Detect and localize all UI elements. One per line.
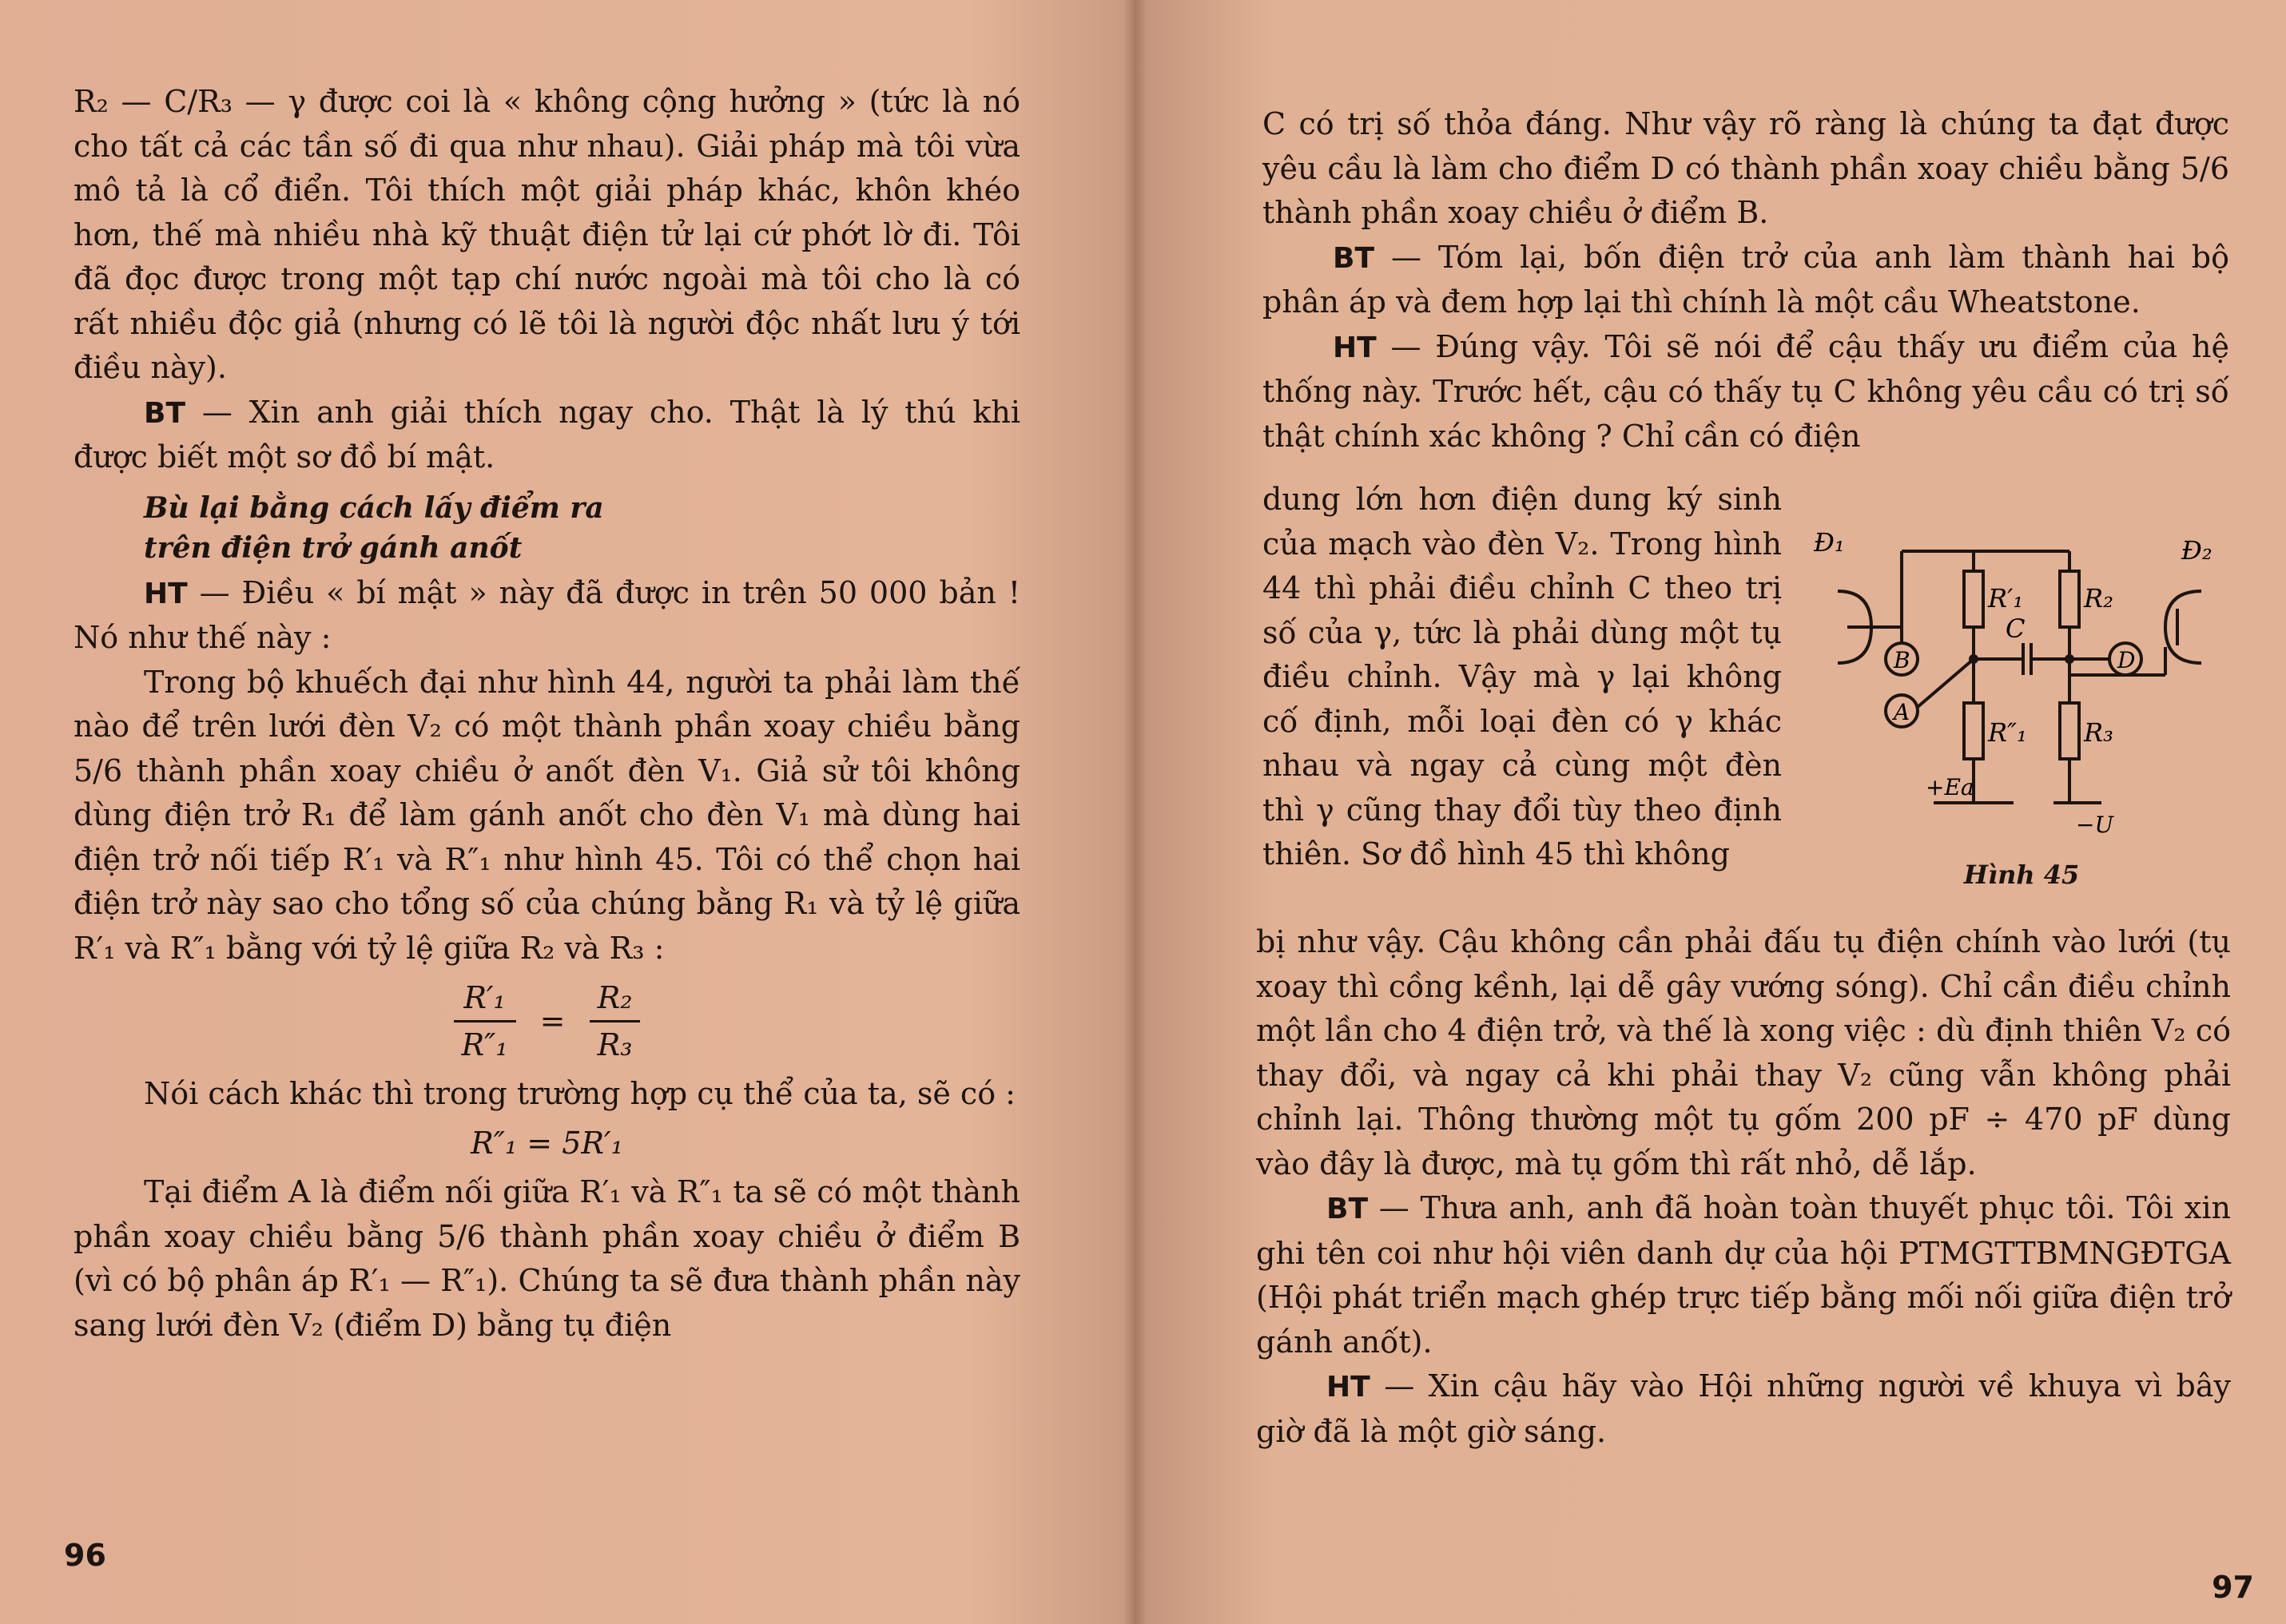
paragraph-3-text: — Đúng vậy. Tôi sẽ nói để cậu thấy ưu điểm của hệ thống này. Trước hết, cậu có thấy tụ C không yêu cầu có trị số thật chính xác không ? Chỉ cần có điện (1262, 328, 2229, 454)
paragraph-2 (1262, 236, 2229, 325)
paragraph-5 (1256, 1364, 2231, 1454)
section-heading (144, 488, 1020, 568)
paragraph-3-text: — Điều « bí mật » này đã được in trên 50 000 bản ! Nó như thế này : (74, 574, 1020, 655)
capacitor-label: C (2006, 613, 2026, 644)
speaker-label: HT (1333, 331, 1377, 364)
supply-label: +Ea (1926, 774, 1974, 800)
denominator: R₃ (597, 1027, 633, 1062)
paragraph-2 (74, 391, 1020, 480)
resistor-r1-prime (1964, 571, 1983, 627)
paragraph-3-end: bị như vậy. Cậu không cần phải đấu tụ điện chính vào lưới (tụ xoay thì cồng kềnh, lại dễ gây vướng sóng). Chỉ cần điều chỉnh một lần cho 4 điện trở, và thế là xong việc : dù định thiên V₂ có thay đổi, và ngay cả khi phải thay V₂ cũng vẫn không phải chỉnh lại. Thông thường một tụ gốm 200 pF ÷ 470 pF dùng vào đây là được, mà tụ gốm thì rất nhỏ, dễ lắp. (1256, 924, 2231, 1181)
circuit-diagram (1814, 519, 2229, 855)
paragraph-3-wrap: dung lớn hơn điện dung ký sinh của mạch vào đèn V₂. Trong hình 44 thì phải điều chỉnh C theo trị số của γ, tức là phải dùng một tụ điều chỉnh. Vậy mà γ lại không cố định, mỗi loại đèn có γ khác nhau và ngay cả cùng một đèn thì γ cũng thay đổi tùy theo định thiên. Sơ đồ hình 45 thì không (1262, 482, 1782, 872)
r3-label: R₃ (2084, 717, 2113, 748)
paragraph-4-text: — Thưa anh, anh đã hoàn toàn thuyết phục tôi. Tôi xin ghi tên coi như hội viên danh dự của hội PTMGTTBMNGĐTGA (Hội phát triển mạch ghép trực tiếp bằng mối nối giữa điện trở gánh anốt). (1256, 1190, 2231, 1360)
paragraph-1: R₂ — C/R₃ — γ được coi là « không cộng hưởng » (tức là nó cho tất cả các tần số đi qua như nhau). Giải pháp mà tôi vừa mô tả là cổ điển. Tôi thích một giải pháp khác, khôn khéo hơn, thế mà nhiều nhà kỹ thuật điện tử lại cứ phớt lờ đi. Tôi đã đọc được trong một tạp chí nước ngoài mà tôi cho là có rất nhiều độc giả (nhưng có lẽ tôi là người độc nhất lưu ý tới điều này). (74, 84, 1020, 385)
figure-caption: Hình 45 (1963, 860, 2080, 890)
section-heading-line-1: Bù lại bằng cách lấy điểm ra (144, 490, 604, 525)
point-b-label: B (1894, 647, 1910, 673)
paragraph-4: Trong bộ khuếch đại như hình 44, người ta phải làm thế nào để trên lưới đèn V₂ có một thành phần xoay chiều bằng 5/6 thành phần xoay chiều ở anốt đèn V₁. Giả sử tôi không dùng điện trở R₁ để làm gánh anốt cho đèn V₁ mà dùng hai điện trở nối tiếp R′₁ và R″₁ như hình 45. Tôi có thể chọn hai điện trở này sao cho tổng số của chúng bằng R₁ và tỷ lệ giữa R′₁ và R″₁ bằng với tỷ lệ giữa R₂ và R₃ : (74, 664, 1020, 966)
tube-2-arc (2165, 591, 2201, 663)
right-page (1135, 0, 2286, 1624)
paragraph-2-text: — Xin anh giải thích ngay cho. Thật là lý thú khi được biết một sơ đồ bí mật. (74, 394, 1020, 474)
paragraph-2-text: — Tóm lại, bốn điện trở của anh làm thành hai bộ phân áp và đem hợp lại thì chính là một cầu Wheatstone. (1262, 239, 2229, 320)
numerator: R′₁ (454, 975, 516, 1022)
page-number: 96 (64, 1538, 106, 1573)
r1-prime-label: R′₁ (1988, 583, 2024, 613)
speaker-label: BT (1326, 1193, 1368, 1225)
equals-sign: = (539, 1003, 566, 1038)
paragraph-5-text: — Xin cậu hãy vào Hội những người về khuya vì bây giờ đã là một giờ sáng. (1256, 1368, 2231, 1449)
page-number: 97 (2212, 1570, 2254, 1605)
point-d-label: D (2117, 647, 2136, 673)
tube-2-label: Đ₂ (2181, 535, 2212, 566)
r2-label: R₂ (2084, 583, 2113, 613)
speaker-label: BT (1333, 241, 1374, 275)
paragraph-6: Tại điểm A là điểm nối giữa R′₁ và R″₁ ta sẽ có một thành phần xoay chiều bằng 5/6 thành phần xoay chiều ở điểm B (vì có bộ phân áp R′₁ — R″₁). Chúng ta sẽ đưa thành phần này sang lưới đèn V₂ (điểm D) bằng tụ điện (74, 1174, 1020, 1343)
circuit-figure (1814, 519, 2229, 890)
paragraph-3-start (1262, 325, 2229, 459)
r1-double-prime-label: R″₁ (1988, 717, 2027, 748)
right-column-bottom (1256, 920, 2231, 1454)
section-heading-line-2: trên điện trở gánh anốt (144, 530, 523, 565)
paragraph-4 (1256, 1186, 2231, 1364)
denominator: R″₁ (461, 1027, 508, 1062)
paragraph-1: C có trị số thỏa đáng. Như vậy rõ ràng là chúng ta đạt được yêu cầu là làm cho điểm D có thành phần xoay chiều bằng 5/6 thành phần xoay chiều ở điểm B. (1262, 106, 2229, 230)
speaker-label: HT (144, 577, 188, 610)
paragraph-3 (74, 571, 1020, 661)
fraction-right (590, 975, 641, 1067)
speaker-label: HT (1326, 1371, 1370, 1404)
right-column-top (1262, 102, 2229, 459)
equation-formula: R″₁ = 5R′₁ (471, 1125, 623, 1161)
ratio-formula (74, 975, 1020, 1067)
left-column (74, 80, 1020, 1348)
book-gutter (1123, 0, 1147, 1624)
fraction-left (454, 975, 516, 1067)
left-page (0, 0, 1135, 1624)
numerator: R₂ (590, 975, 641, 1022)
resistor-r2 (2060, 571, 2079, 627)
resistor-r3 (2060, 703, 2079, 759)
tube-1-label: Đ₁ (1814, 527, 1845, 558)
resistor-r1-double-prime (1964, 703, 1983, 759)
right-column-wrap (1262, 478, 1782, 877)
negative-supply-label: −U (2076, 812, 2114, 838)
point-a-label: A (1894, 699, 1910, 725)
paragraph-5: Nói cách khác thì trong trường hợp cụ thể của ta, sẽ có : (144, 1076, 1016, 1111)
speaker-label: BT (144, 396, 185, 430)
